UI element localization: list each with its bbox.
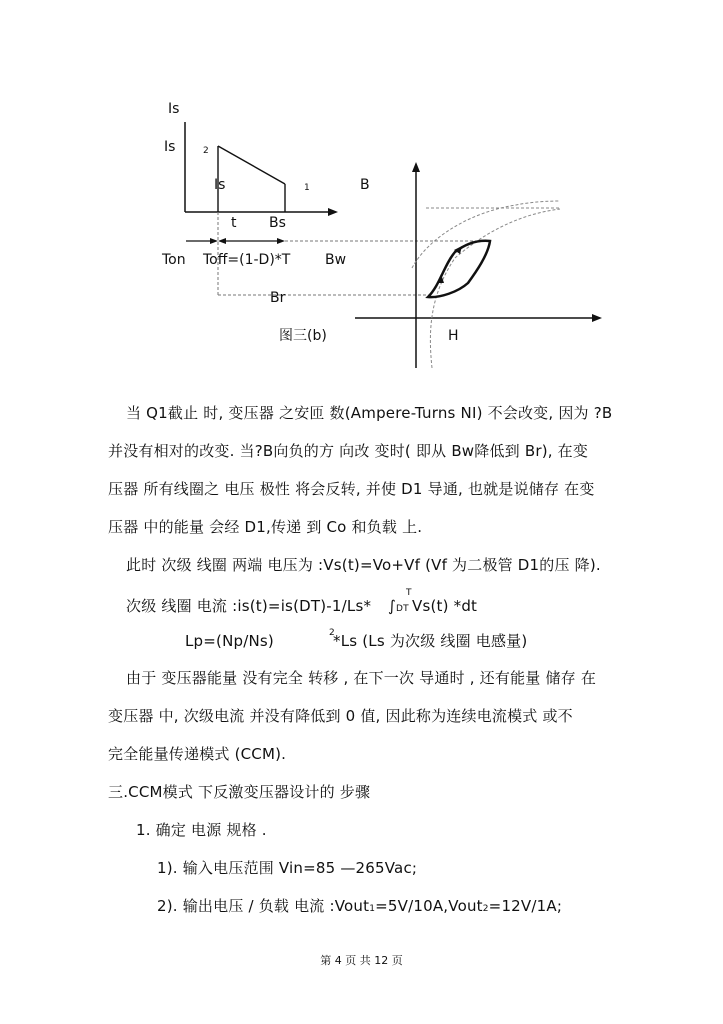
p3-pre: 次级 线圈 电流 :is(t)=is(DT)-1/Ls* xyxy=(126,597,372,615)
toff-arrowhead-right xyxy=(277,238,285,244)
label-b: B xyxy=(360,177,370,193)
p1-line4: 压器 中的能量 会经 D1,传递 到 Co 和负载 上. xyxy=(108,518,423,536)
step-1-2-pre: 2). 输出电压 / 负载 电流 :Vout xyxy=(157,897,370,915)
figure-drawing xyxy=(0,0,723,390)
p1-line1: 当 Q1截止 时, 变压器 之安匝 数(Ampere-Turns NI) 不会改变, 因为 ?B xyxy=(126,404,613,422)
major-loop-upper xyxy=(412,201,560,268)
label-toff: Toff=(1-D)*T xyxy=(203,252,291,268)
waveform-x-arrow xyxy=(328,208,338,216)
bh-x-arrow xyxy=(592,314,602,322)
label-ton: Ton xyxy=(162,252,186,268)
page-footer: 第 4 页 共 12 页 xyxy=(320,954,403,967)
step-1-2-mid: =5V/10A,Vout xyxy=(375,897,483,915)
label-is-axis: Is xyxy=(168,101,180,117)
integral-sign: ∫ xyxy=(388,597,397,615)
label-t: t xyxy=(231,215,237,231)
section-heading-3: 三.CCM模式 下反激变压器设计的 步骤 xyxy=(108,783,371,801)
p1-line2: 并没有相对的改变. 当?B向负的方 向改 变时( 即从 Bw降低到 Br), 在变 xyxy=(108,442,589,460)
step-1: 1. 确定 电源 规格 . xyxy=(136,821,267,839)
major-loop-left xyxy=(430,209,560,368)
p3-integral xyxy=(388,596,409,619)
label-bs: Bs xyxy=(269,215,286,231)
figure-waveform-bh xyxy=(0,0,723,390)
label-is-peak: Is xyxy=(164,139,176,155)
label-sub-1: 1 xyxy=(304,183,310,193)
step-1-2-post: =12V/1A; xyxy=(488,897,563,915)
label-bw: Bw xyxy=(325,252,347,268)
bh-y-arrow xyxy=(412,162,420,172)
p5-line1: 由于 变压器能量 没有完全 转移 , 在下一次 导通时 , 还有能量 储存 在 xyxy=(126,669,597,687)
p5-line2: 变压器 中, 次级电流 并没有降低到 0 值, 因此称为连续电流模式 或不 xyxy=(108,707,573,725)
toff-arrowhead-left xyxy=(218,238,226,244)
p2-line1: 此时 次级 线圈 两端 电压为 :Vs(t)=Vo+Vf (Vf 为二极管 D1的压 降). xyxy=(126,556,601,574)
p3-formula xyxy=(126,596,371,616)
p4-post: *Ls (Ls 为次级 线圈 电感量) xyxy=(333,632,528,650)
p1-line3: 压器 所有线圈之 电压 极性 将会反转, 并使 D1 导通, 也就是说储存 在变 xyxy=(108,480,595,498)
ramp-slope xyxy=(218,146,285,184)
ton-arrowhead xyxy=(210,238,218,244)
step-1-2-sub2: 2 xyxy=(482,904,489,914)
label-is-mid: Is xyxy=(214,177,226,193)
label-h: H xyxy=(448,328,459,344)
step-1-2 xyxy=(157,896,562,919)
step-1-2-sub1: 1 xyxy=(369,904,376,914)
step-1-1: 1). 输入电压范围 Vin=85 —265Vac; xyxy=(157,859,418,877)
p4-pre: Lp=(Np/Ns) xyxy=(185,632,274,650)
p3-post: Vs(t) *dt xyxy=(412,597,478,615)
p4-sup: 2 xyxy=(329,628,335,638)
p5-line3: 完全能量传递模式 (CCM). xyxy=(108,745,287,763)
integral-upper: T xyxy=(406,588,412,598)
integral-lower: DT xyxy=(396,604,409,614)
label-sub-2: 2 xyxy=(203,146,209,156)
figure-caption: 图三(b) xyxy=(279,328,327,344)
label-br: Br xyxy=(270,290,286,306)
